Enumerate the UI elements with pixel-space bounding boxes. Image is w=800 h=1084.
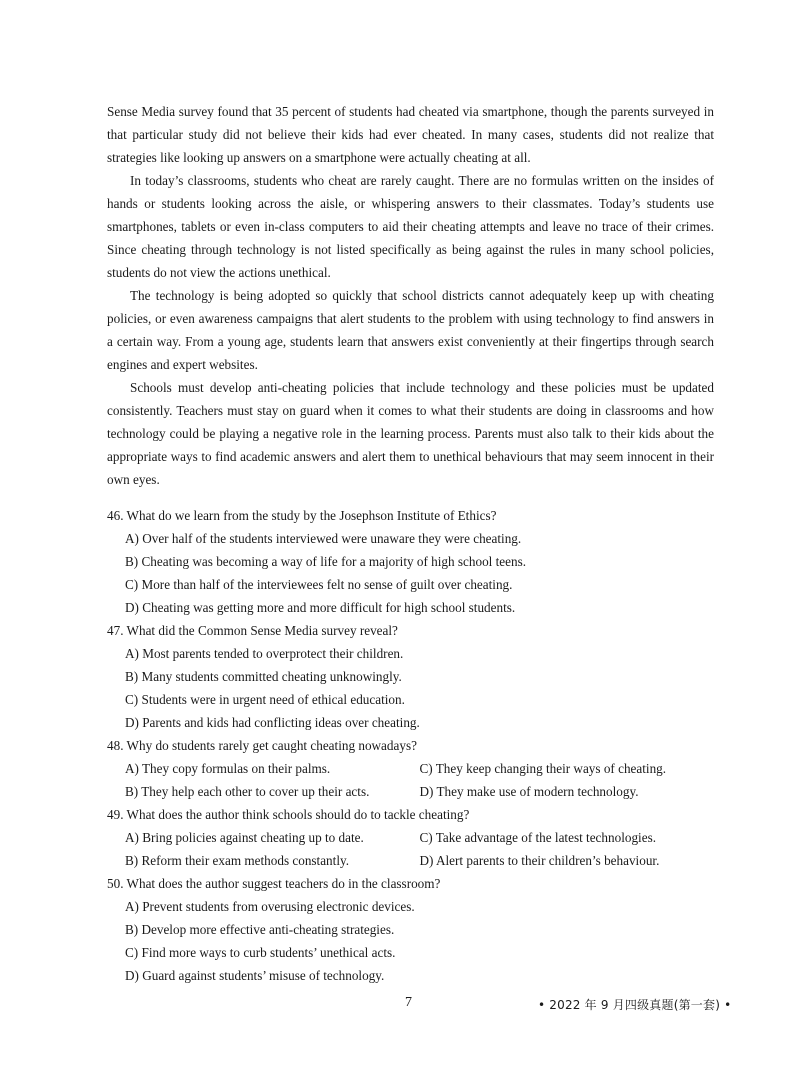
question-47 (107, 619, 714, 734)
option-b: B) They help each other to cover up their acts. (125, 784, 370, 799)
option-b: B) Reform their exam methods constantly. (125, 853, 350, 868)
option-b: B) Develop more effective anti-cheating strategies. (125, 922, 395, 937)
option-d: D) They make use of modern technology. (419, 784, 639, 799)
passage-paragraph: Schools must develop anti-cheating policies that include technology and these policies must be updated consistently. Teachers must stay on guard when it comes to what their students are doing in classrooms and how technology could be playing a negative role in the learning process. Parents must also talk to their kids about the appropriate ways to find academic answers and alert them to unethical behaviours that may seem innocent in their own eyes. (107, 380, 714, 487)
question-stem: 48. Why do students rarely get caught cheating nowadays? (107, 738, 417, 753)
option-row (107, 780, 714, 803)
reading-passage (107, 100, 714, 491)
option-c: C) Take advantage of the latest technologies. (419, 830, 656, 845)
question-stem: 50. What does the author suggest teachers do in the classroom? (107, 876, 441, 891)
passage-paragraph: The technology is being adopted so quickly that school districts cannot adequately keep up with cheating policies, or even awareness campaigns that alert students to the problem with using technology to find answers in a certain way. From a young age, students learn that answers exist conveniently at their fingertips through search engines and expert websites. (107, 288, 714, 372)
option-c: C) Find more ways to curb students’ unethical acts. (125, 945, 396, 960)
question-stem: 47. What did the Common Sense Media survey reveal? (107, 623, 398, 638)
option-row (107, 757, 714, 780)
option-d: D) Guard against students’ misuse of technology. (125, 968, 385, 983)
option-d: D) Cheating was getting more and more difficult for high school students. (125, 600, 516, 615)
option-d: D) Parents and kids had conflicting ideas over cheating. (125, 715, 420, 730)
option-c: C) More than half of the interviewees felt no sense of guilt over cheating. (125, 577, 513, 592)
question-stem: 46. What do we learn from the study by the Josephson Institute of Ethics? (107, 508, 497, 523)
question-50 (107, 872, 714, 987)
question-list (107, 504, 714, 987)
option-d: D) Alert parents to their children’s behaviour. (419, 853, 660, 868)
page-footer (0, 995, 800, 1015)
question-stem: 49. What does the author think schools should do to tackle cheating? (107, 807, 470, 822)
option-a: A) Prevent students from overusing electronic devices. (125, 899, 415, 914)
option-row (107, 826, 714, 849)
option-a: A) Bring policies against cheating up to date. (125, 830, 364, 845)
option-row (107, 849, 714, 872)
exam-page (107, 100, 714, 987)
option-c: C) They keep changing their ways of cheating. (419, 761, 667, 776)
passage-paragraph: In today’s classrooms, students who cheat are rarely caught. There are no formulas written on the insides of hands or students looking across the aisle, or whispering answers to their classmates. Today’s students use smartphones, tablets or even in-class computers to aid their cheating attempts and leave no trace of their crimes. Since cheating through technology is not listed specifically as being against the rules in many school policies, students do not view the actions unethical. (107, 173, 714, 280)
passage-paragraph: Sense Media survey found that 35 percent of students had cheated via smartphone, though the parents surveyed in that particular study did not believe their kids had ever cheated. In many cases, students did not realize that strategies like looking up answers on a smartphone were actually cheating at all. (107, 104, 714, 165)
option-b: B) Cheating was becoming a way of life for a majority of high school teens. (125, 554, 527, 569)
exam-source-note: • 2022 年 9 月四级真题(第一套) • (538, 998, 732, 1012)
page-number: 7 (405, 995, 412, 1010)
option-c: C) Students were in urgent need of ethical education. (125, 692, 405, 707)
option-a: A) They copy formulas on their palms. (125, 761, 331, 776)
option-a: A) Over half of the students interviewed were unaware they were cheating. (125, 531, 522, 546)
question-49 (107, 803, 714, 872)
question-46 (107, 504, 714, 619)
question-48 (107, 734, 714, 803)
option-b: B) Many students committed cheating unknowingly. (125, 669, 402, 684)
option-a: A) Most parents tended to overprotect their children. (125, 646, 404, 661)
